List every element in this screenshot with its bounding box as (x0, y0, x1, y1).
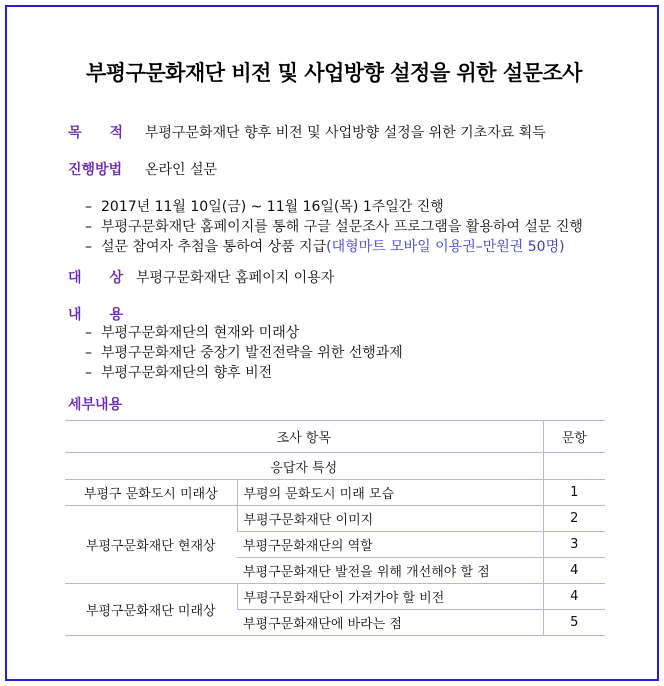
target-label-a: 대 (68, 270, 82, 286)
survey-items-table (65, 420, 605, 636)
target-label-b: 상 (109, 270, 124, 286)
method-label: 진행방법 (68, 162, 123, 178)
table-row (65, 480, 605, 506)
purpose-label-a: 목 (68, 125, 82, 141)
target-text: 부평구문화재단 홈페이지 이용자 (136, 270, 335, 286)
count-cell: 5 (543, 610, 605, 636)
category-cell: 부평구문화재단 미래상 (65, 584, 237, 636)
bullet-dash: – (85, 219, 92, 235)
category-cell: 부평구 문화도시 미래상 (65, 480, 237, 506)
content-bullet (85, 362, 272, 382)
respondent-section-cell: 응답자 특성 (65, 453, 543, 480)
count-cell: 2 (543, 506, 605, 532)
purpose-label-b: 적 (109, 125, 124, 141)
bullet-dash: – (85, 199, 92, 215)
table-header-row (65, 421, 605, 453)
empty-count-cell (543, 453, 605, 480)
content-label-a: 내 (68, 307, 82, 323)
header-items-cell: 조사 항목 (65, 421, 543, 453)
count-cell: 4 (543, 558, 605, 584)
bullet-text: 부평구문화재단 홈페이지를 통해 구글 설문조사 프로그램을 활용하여 설문 진행 (101, 219, 583, 235)
content-bullet (85, 322, 299, 342)
bullet-highlight: (대형마트 모바일 이용권–만원권 50명) (326, 239, 565, 255)
bullet-dash: – (85, 239, 92, 255)
method-bullet (85, 196, 444, 216)
bullet-text: 부평구문화재단 중장기 발전전략을 위한 선행과제 (101, 345, 403, 361)
item-cell: 부평구문화재단에 바라는 점 (237, 610, 543, 636)
document-title: 부평구문화재단 비전 및 사업방향 설정을 위한 설문조사 (86, 61, 582, 85)
bullet-dash: – (85, 365, 92, 381)
count-cell: 1 (543, 480, 605, 506)
category-cell: 부평구문화재단 현재상 (65, 506, 237, 584)
table-row (65, 506, 605, 532)
bullet-text: 2017년 11월 10일(금) ~ 11월 16일(목) 1주일간 진행 (101, 199, 444, 215)
count-cell: 3 (543, 532, 605, 558)
content-label-b: 용 (109, 307, 124, 323)
header-count-cell: 문항 (543, 421, 605, 453)
item-cell: 부평구문화재단의 역할 (237, 532, 543, 558)
bullet-text: 부평구문화재단의 현재와 미래상 (101, 325, 300, 341)
purpose-text: 부평구문화재단 향후 비전 및 사업방향 설정을 위한 기초자료 획득 (145, 125, 546, 141)
content-bullet (85, 342, 403, 362)
bullet-text: 부평구문화재단의 향후 비전 (101, 365, 273, 381)
method-bullet (85, 236, 565, 256)
item-cell: 부평구문화재단이 가져가야 할 비전 (237, 584, 543, 610)
count-cell: 4 (543, 584, 605, 610)
content-label (68, 304, 123, 324)
bullet-dash: – (85, 345, 92, 361)
details-label: 세부내용 (68, 397, 123, 413)
purpose-label (68, 122, 123, 142)
method-text: 온라인 설문 (145, 162, 218, 178)
bullet-dash: – (85, 325, 92, 341)
target-label (68, 267, 123, 287)
bullet-text: 설문 참여자 추첨을 통하여 상품 지급 (101, 239, 327, 255)
item-cell: 부평구문화재단 이미지 (237, 506, 543, 532)
item-cell: 부평구문화재단 발전을 위해 개선해야 할 점 (237, 558, 543, 584)
document-frame (5, 5, 659, 681)
method-bullet (85, 216, 583, 236)
table-section-row (65, 453, 605, 480)
table-row (65, 584, 605, 610)
item-cell: 부평의 문화도시 미래 모습 (237, 480, 543, 506)
